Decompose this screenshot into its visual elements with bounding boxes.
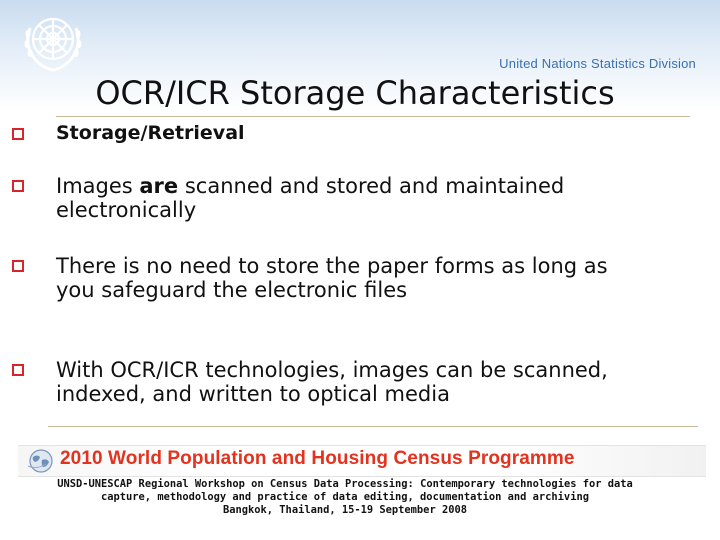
square-bullet-icon xyxy=(12,260,24,272)
bullet-line: With OCR/ICR technologies, images can be scanned, xyxy=(56,358,608,382)
title-divider xyxy=(56,116,690,117)
bullet-text: Storage/Retrieval xyxy=(56,122,245,144)
footer-line: UNSD-UNESCAP Regional Workshop on Census Data Processing: Contemporary technologies for data xyxy=(57,478,633,490)
square-bullet-icon xyxy=(12,364,24,376)
bullet-line: you safeguard the electronic files xyxy=(56,278,408,302)
globe-icon xyxy=(26,448,56,474)
footer-divider xyxy=(48,426,698,427)
un-emblem-icon xyxy=(20,8,86,74)
square-bullet-icon xyxy=(12,128,24,140)
bullet-line xyxy=(56,174,564,198)
slide-title: OCR/ICR Storage Characteristics xyxy=(95,74,615,112)
bullet-line: electronically xyxy=(56,198,197,222)
bullet-line-end: scanned and stored and maintained xyxy=(178,174,565,198)
workshop-footer xyxy=(0,478,690,517)
banner-text: 2010 World Population and Housing Census Programme xyxy=(60,448,575,469)
bold-word: are xyxy=(139,174,179,198)
bullet-line: There is no need to store the paper forms as long as xyxy=(56,254,608,278)
footer-line: Bangkok, Thailand, 15-19 September 2008 xyxy=(223,504,467,516)
bullet-line: indexed, and written to optical media xyxy=(56,382,450,406)
footer-line: capture, methodology and practice of data editing, documentation and archiving xyxy=(101,491,589,503)
square-bullet-icon xyxy=(12,180,24,192)
division-name: United Nations Statistics Division xyxy=(499,56,696,71)
census-banner xyxy=(18,445,706,477)
bullet-line-start: Images xyxy=(56,174,140,198)
